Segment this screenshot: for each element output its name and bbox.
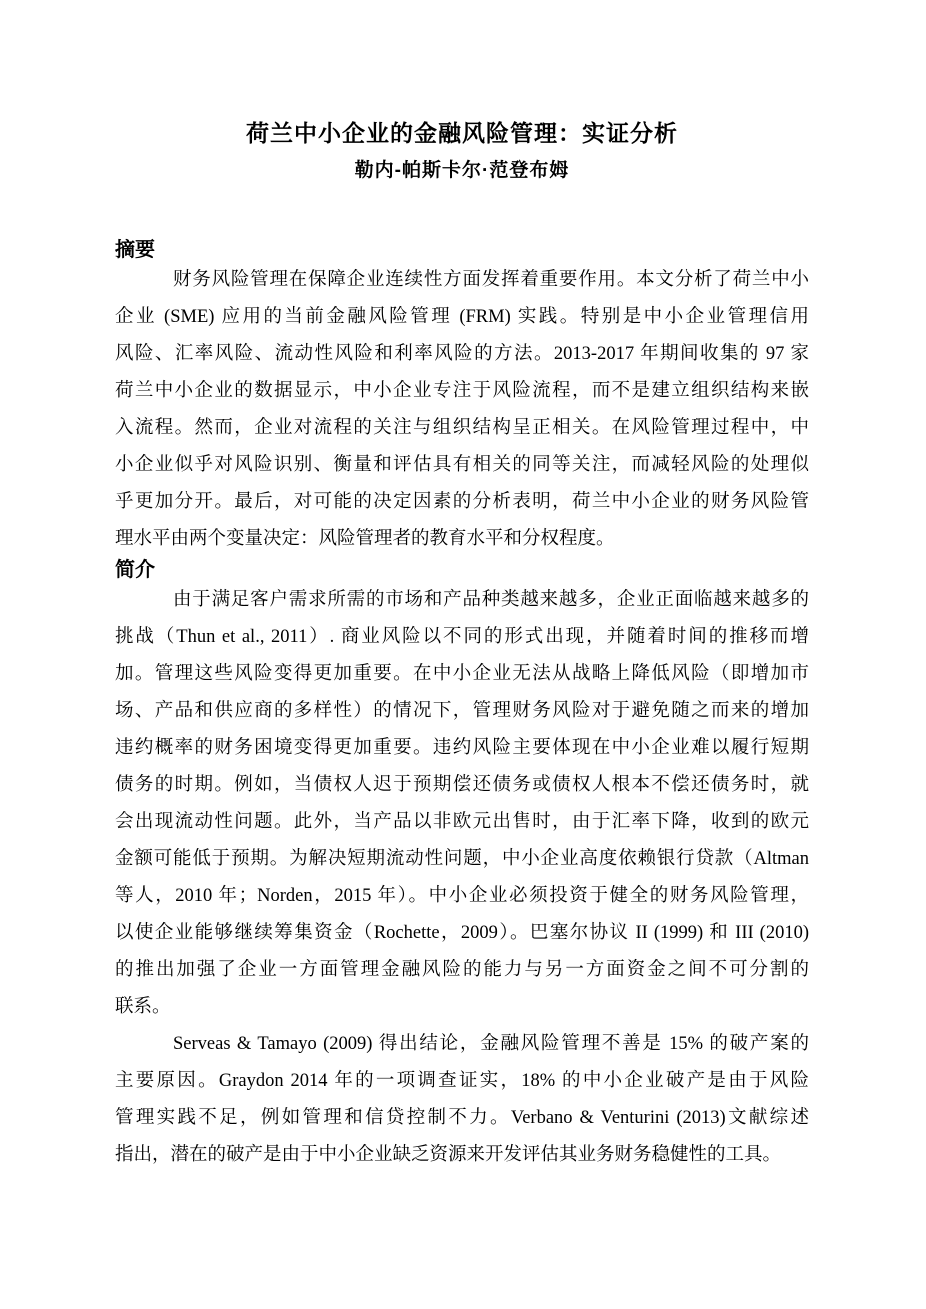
- intro-line: 场、产品和供应商的多样性）的情况下，管理财务风险对于避免随之而来的增加: [115, 701, 809, 721]
- abstract-line: 风险、汇率风险、流动性风险和利率风险的方法。2013-2017 年期间收集的 97 家: [115, 344, 809, 364]
- intro-line: 由于满足客户需求所需的市场和产品种类越来越多，企业正面临越来越多的: [173, 590, 809, 610]
- abstract-paragraph: [115, 262, 809, 558]
- intro-line: 的推出加强了企业一方面管理金融风险的能力与另一方面资金之间不可分割的: [115, 960, 809, 980]
- intro-line: 联系。: [115, 997, 171, 1017]
- introduction-paragraph-1: [115, 582, 809, 1026]
- page-title: 荷兰中小企业的金融风险管理：实证分析: [246, 120, 678, 146]
- intro-line: 等人，2010 年；Norden，2015 年）。中小企业必须投资于健全的财务风险管理，: [115, 886, 809, 906]
- abstract-line: 入流程。然而，企业对流程的关注与组织结构呈正相关。在风险管理过程中，中: [115, 418, 809, 438]
- intro-line: 管理实践不足，例如管理和信贷控制不力。Verbano & Venturini (2013)文献综述: [115, 1108, 809, 1128]
- abstract-line: 理水平由两个变量决定：风险管理者的教育水平和分权程度。: [115, 529, 615, 549]
- abstract-line: 小企业似乎对风险识别、衡量和评估具有相关的同等关注，而减轻风险的处理似: [115, 455, 809, 475]
- introduction-heading: 简介: [115, 559, 155, 581]
- introduction-paragraph-2: [115, 1026, 809, 1174]
- intro-line: 加。管理这些风险变得更加重要。在中小企业无法从战略上降低风险（即增加市: [115, 664, 809, 684]
- intro-line: 债务的时期。例如，当债权人迟于预期偿还债务或债权人根本不偿还债务时，就: [115, 775, 809, 795]
- intro-line: 金额可能低于预期。为解决短期流动性问题，中小企业高度依赖银行贷款（Altman: [115, 849, 809, 869]
- abstract-line: 财务风险管理在保障企业连续性方面发挥着重要作用。本文分析了荷兰中小: [173, 270, 809, 290]
- intro-line: 指出，潜在的破产是由于中小企业缺乏资源来开发评估其业务财务稳健性的工具。: [115, 1145, 782, 1165]
- intro-line: 会出现流动性问题。此外，当产品以非欧元出售时，由于汇率下降，收到的欧元: [115, 812, 809, 832]
- intro-line: 主要原因。Graydon 2014 年的一项调查证实，18% 的中小企业破产是由于风险: [115, 1071, 809, 1091]
- intro-line: 以使企业能够继续筹集资金（Rochette，2009）。巴塞尔协议 II (1999) 和 III (2010): [115, 923, 809, 943]
- abstract-line: 企业 (SME) 应用的当前金融风险管理 (FRM) 实践。特别是中小企业管理信用: [115, 307, 809, 327]
- abstract-line: 乎更加分开。最后，对可能的决定因素的分析表明，荷兰中小企业的财务风险管: [115, 492, 809, 512]
- intro-line: 挑战（Thun et al., 2011）. 商业风险以不同的形式出现，并随着时间的推移而增: [115, 627, 809, 647]
- abstract-line: 荷兰中小企业的数据显示，中小企业专注于风险流程，而不是建立组织结构来嵌: [115, 381, 809, 401]
- intro-line: Serveas & Tamayo (2009) 得出结论，金融风险管理不善是 15% 的破产案的: [173, 1034, 809, 1054]
- intro-line: 违约概率的财务困境变得更加重要。违约风险主要体现在中小企业难以履行短期: [115, 738, 809, 758]
- abstract-heading: 摘要: [115, 239, 155, 261]
- author-line: 勒内-帕斯卡尔·范登布姆: [354, 160, 570, 181]
